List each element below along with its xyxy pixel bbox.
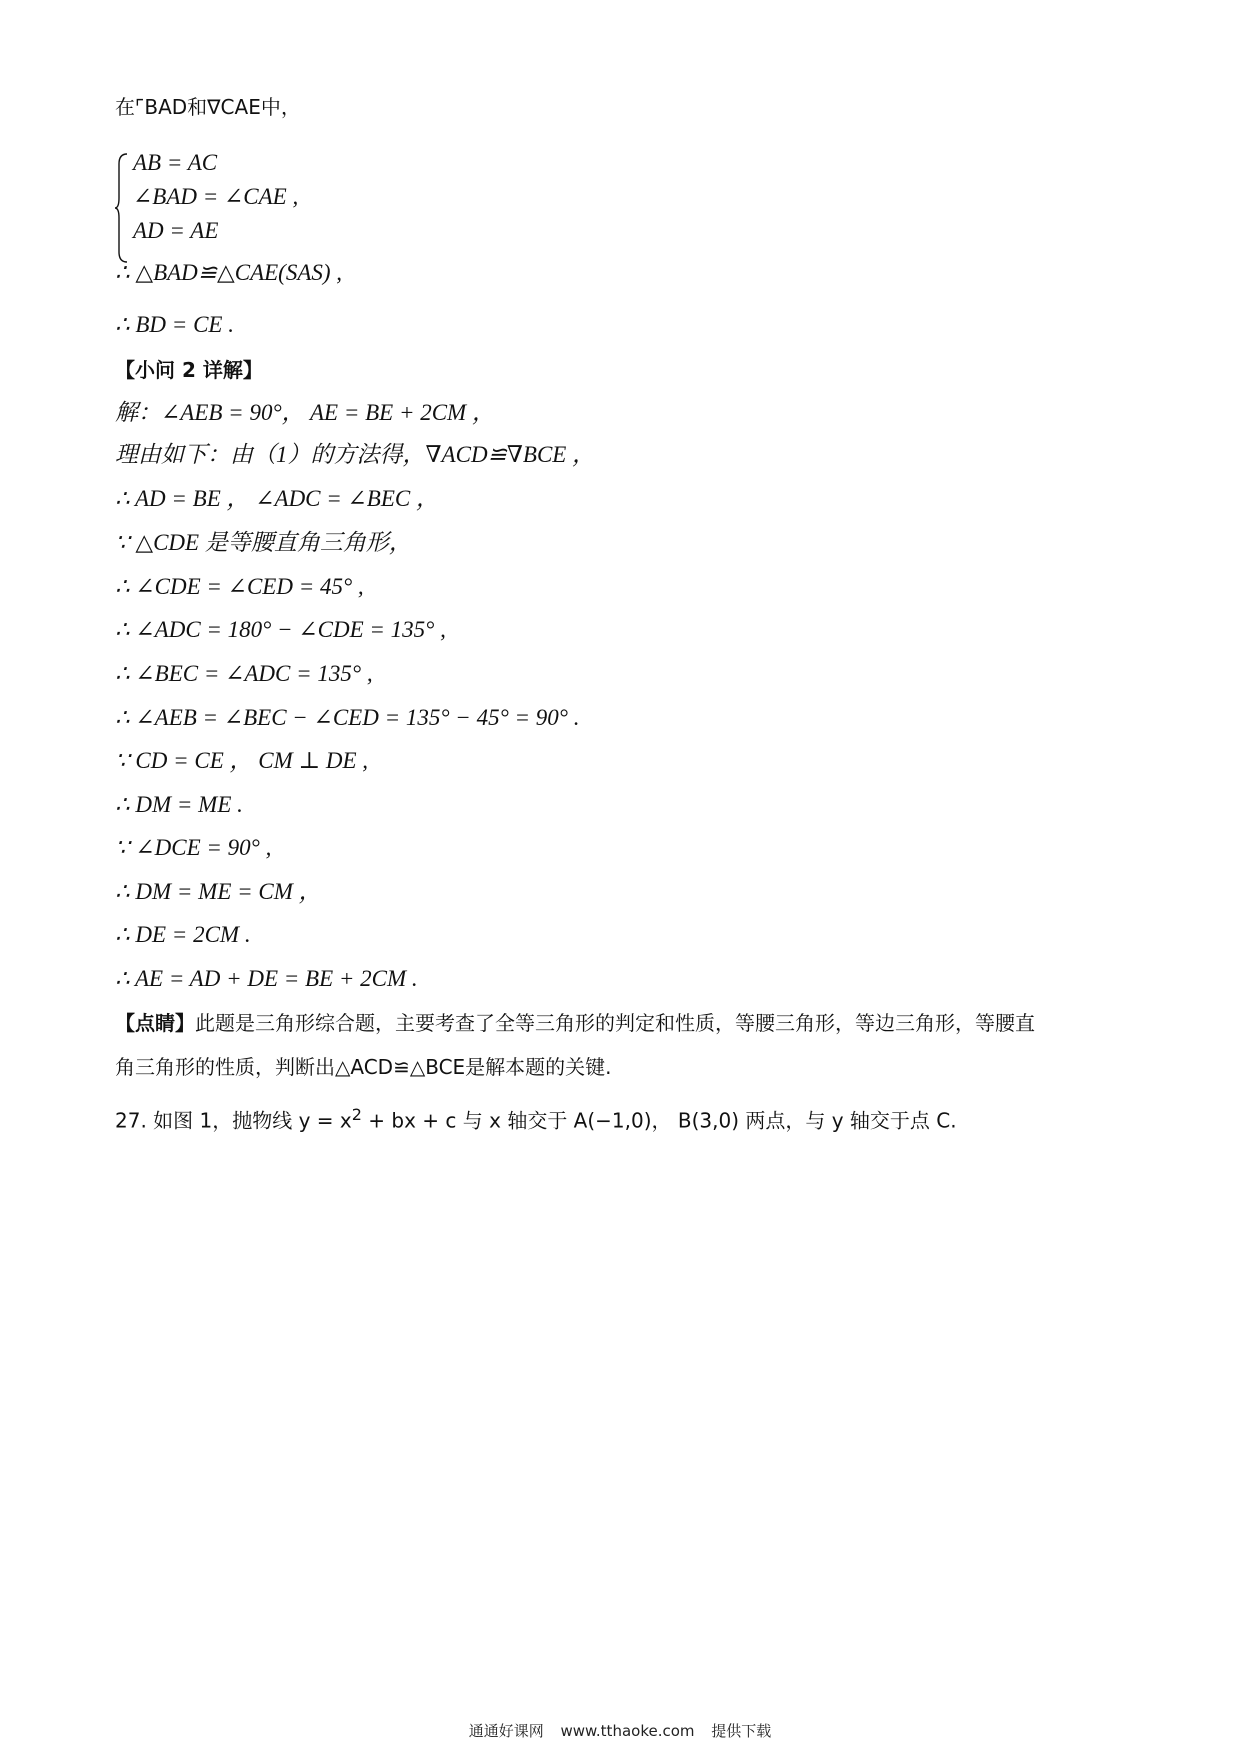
commentary-line-1 <box>115 1008 1035 1038</box>
left-brace-icon <box>115 152 129 264</box>
system-row-3: AD = AE <box>133 218 219 243</box>
text-line-6: 理由如下：由（1）的方法得，∇ACD≌∇BCE ， <box>115 442 596 467</box>
equation-system <box>115 150 415 266</box>
commentary-text: 此题是三角形综合题，主要考查了全等三角形的判定和性质，等腰三角形，等边三角形，等腰直 <box>195 1011 1035 1035</box>
text-line-12: ∴ ∠AEB = ∠BEC − ∠CED = 135° − 45° = 90° . <box>115 705 580 730</box>
text-line-8: ∵ △CDE 是等腰直角三角形， <box>115 530 412 555</box>
system-row-2: ∠BAD = ∠CAE , <box>133 184 299 209</box>
text-line-10: ∴ ∠ADC = 180° − ∠CDE = 135° , <box>115 617 446 642</box>
footer-download: 提供下载 <box>711 1722 772 1740</box>
commentary-label: 【点睛】 <box>115 1011 195 1035</box>
text-line-14: ∴ DM = ME . <box>115 792 243 817</box>
text-line-13: ∵ CD = CE ， CM ⊥ DE , <box>115 748 369 773</box>
commentary-line-2: 角三角形的性质，判断出△ACD≌△BCE是解本题的关键. <box>115 1055 612 1079</box>
text-line-15: ∵ ∠DCE = 90° , <box>115 835 272 860</box>
text-line-3: ∴ BD = CE . <box>115 312 234 337</box>
exponent: 2 <box>351 1105 362 1124</box>
text-line-2: ∴ △BAD≌△CAE(SAS) , <box>115 260 343 285</box>
text-line-1: 在⌜BAD和∇CAE中， <box>115 95 301 119</box>
problem-27-rest: + bx + c 与 x 轴交于 A(−1,0)， B(3,0) 两点，与 y 轴交于点 C. <box>361 1108 957 1133</box>
text-line-7: ∴ AD = BE ， ∠ADC = ∠BEC ， <box>115 486 439 511</box>
page-footer <box>0 1720 1240 1741</box>
text-line-5: 解：∠AEB = 90°， AE = BE + 2CM ， <box>115 400 495 425</box>
text-line-17: ∴ DE = 2CM . <box>115 922 251 947</box>
footer-site-name: 通通好课网 <box>468 1722 544 1740</box>
text-line-16: ∴ DM = ME = CM ， <box>115 879 322 904</box>
text-line-11: ∴ ∠BEC = ∠ADC = 135° , <box>115 661 373 686</box>
footer-url[interactable]: www.tthaoke.com <box>560 1722 695 1740</box>
problem-27 <box>115 1100 957 1136</box>
system-row-1: AB = AC <box>133 150 218 175</box>
text-line-18: ∴ AE = AD + DE = BE + 2CM . <box>115 966 418 991</box>
section-heading: 【小问 2 详解】 <box>115 358 263 382</box>
text-line-9: ∴ ∠CDE = ∠CED = 45° , <box>115 574 364 599</box>
problem-27-start: 27. 如图 1，抛物线 y = x <box>115 1108 352 1133</box>
